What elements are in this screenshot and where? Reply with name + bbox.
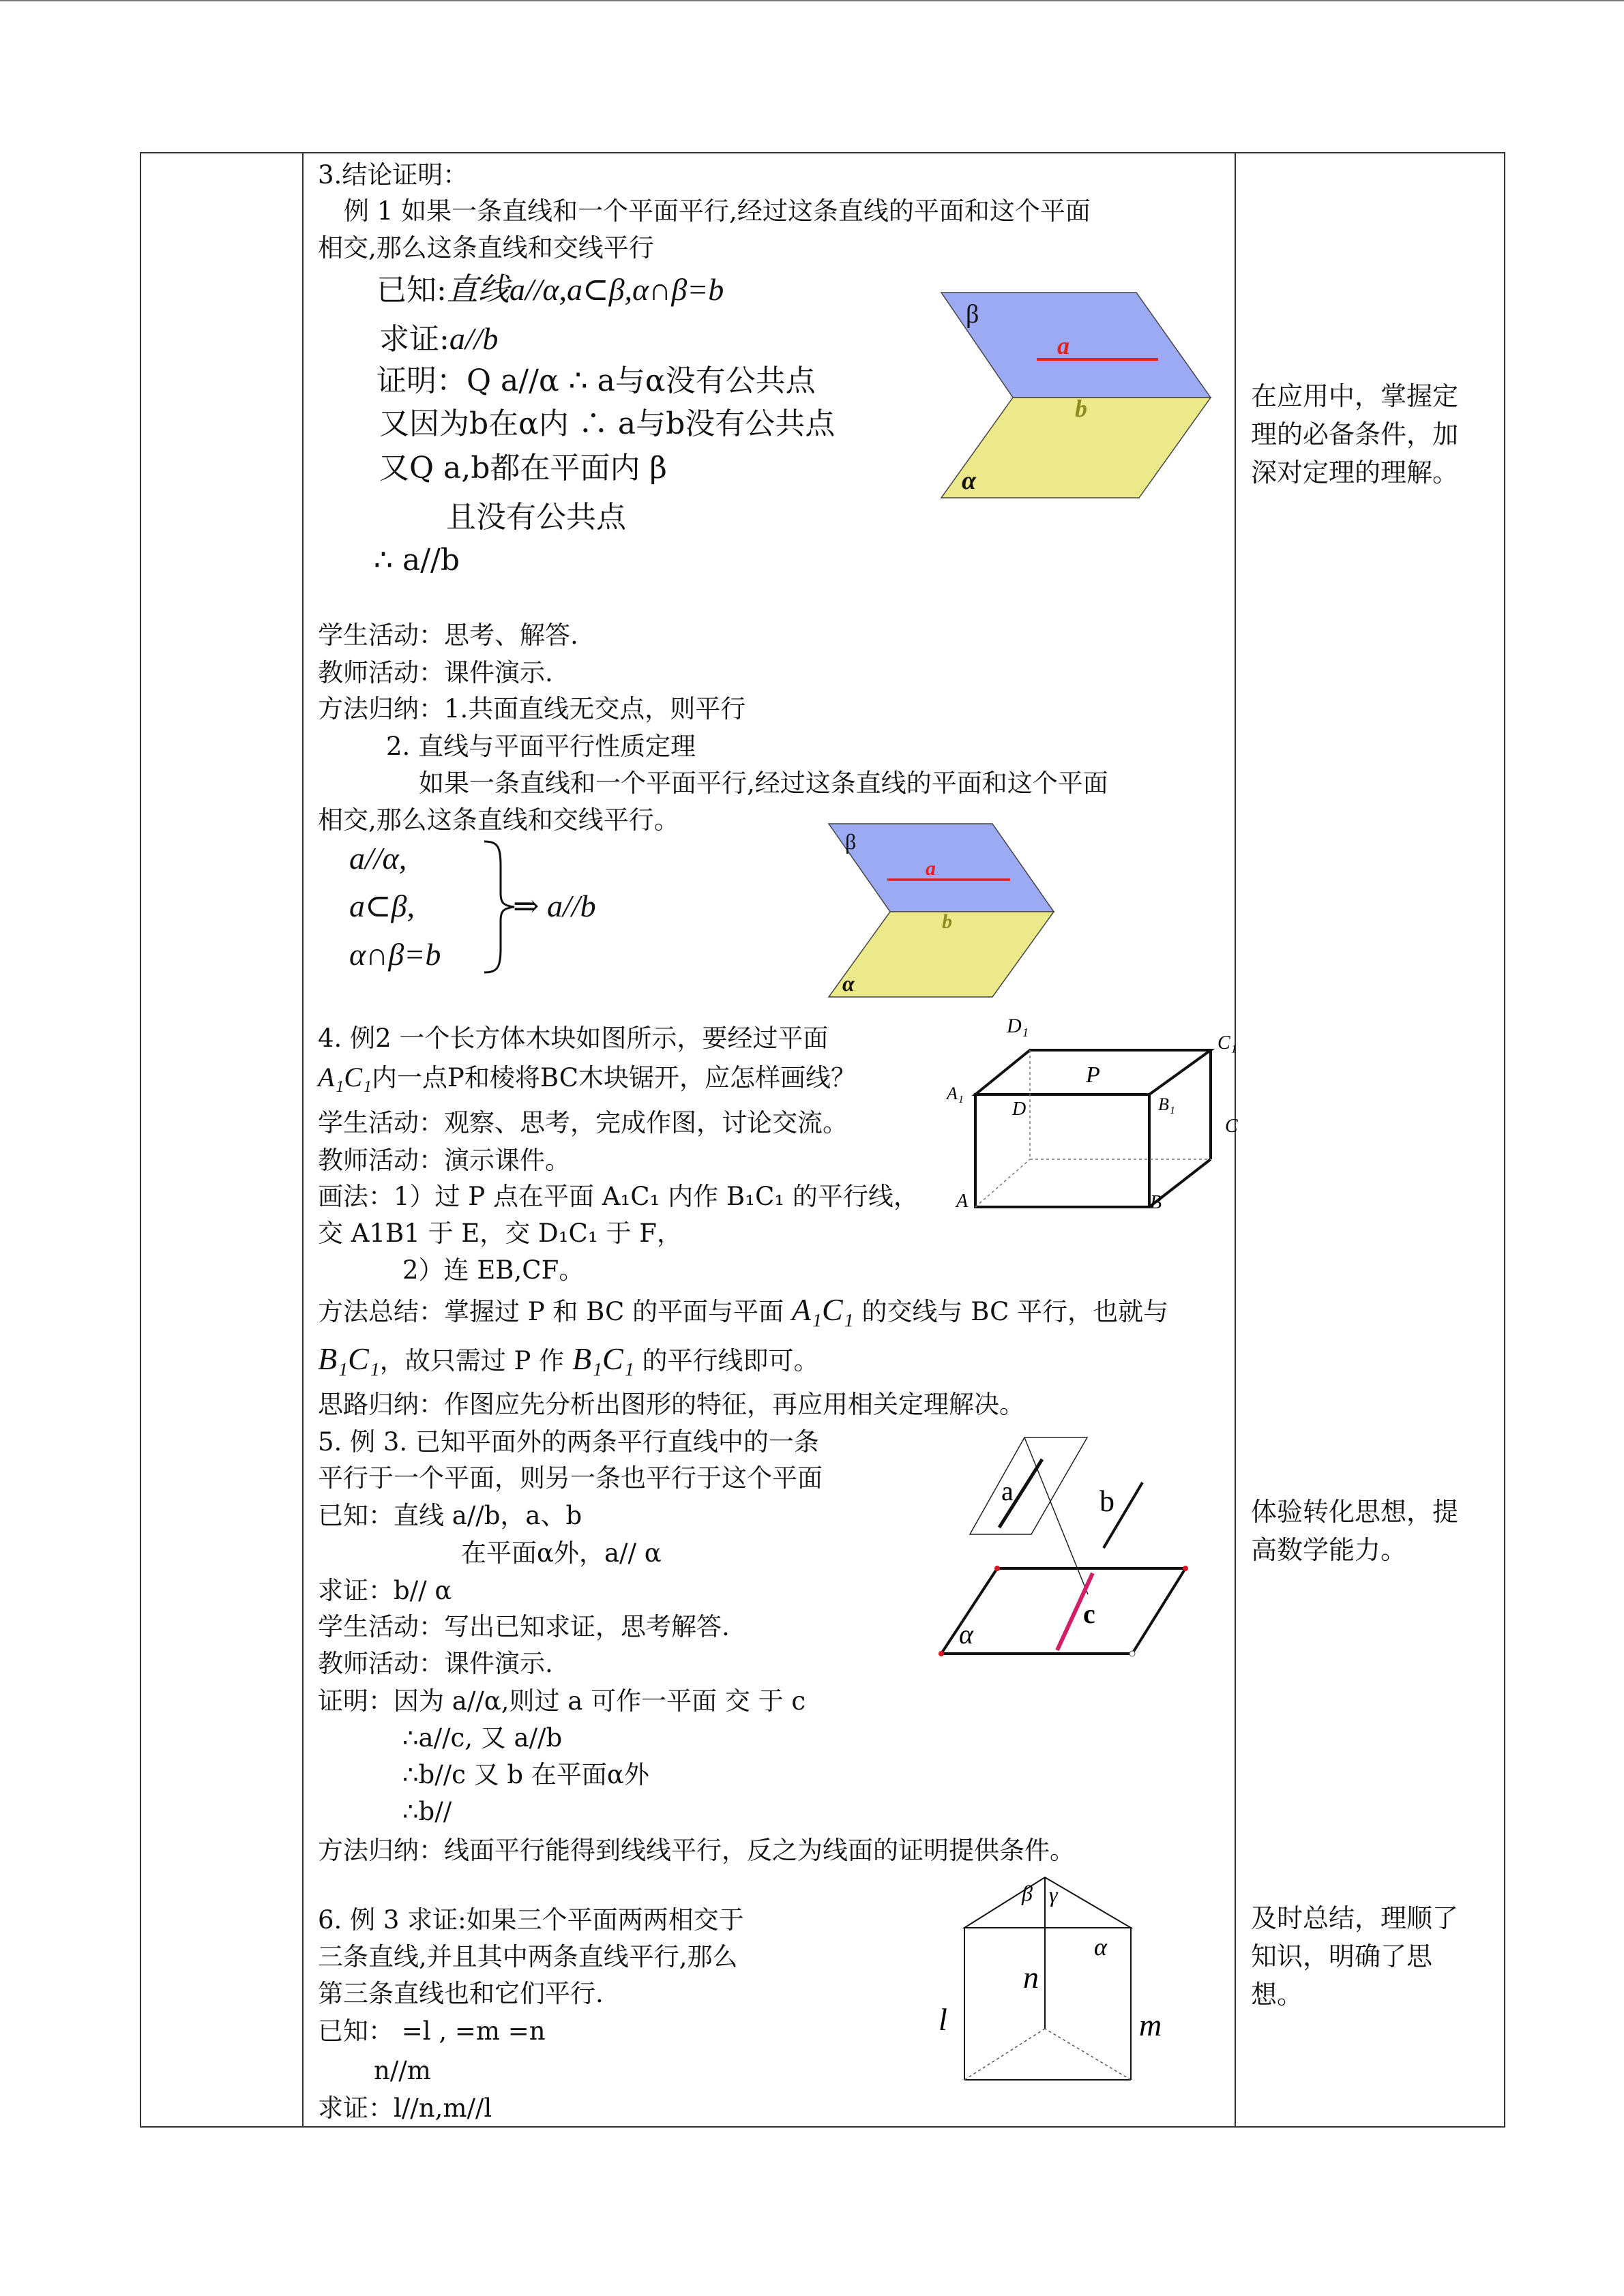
s3-prove: [379, 320, 498, 358]
s6-line2: 三条直线,并且其中两条直线平行,那么: [318, 1942, 738, 1971]
note-1: [1251, 377, 1496, 492]
note-2: [1251, 1493, 1496, 1569]
s5-prove: 求证：b// α: [318, 1576, 452, 1605]
box-label-A: A: [956, 1191, 969, 1212]
s5-method: 方法归纳：线面平行能得到线线平行，反之为线面的证明提供条件。: [318, 1836, 1075, 1865]
s3-theorem-line1: 如果一条直线和一个平面平行,经过这条直线的平面和这个平面: [419, 769, 1108, 798]
s3-brace: [483, 839, 517, 975]
page-top-border: [0, 0, 1624, 1]
s3-given-math: 直线a//α,a⊂β,α∩β=b: [446, 272, 724, 307]
s3-fig1-alpha-label: α: [962, 466, 977, 495]
s3-method-2: 2. 直线与平面平行性质定理: [386, 732, 696, 761]
note-1-line-3: 深对定理的理解。: [1251, 458, 1459, 488]
s3-given-label: 已知:: [377, 273, 447, 308]
note-2-line-1: 体验转化思想，提: [1251, 1497, 1459, 1527]
s6-fig-n-label: n: [1023, 1960, 1039, 1995]
s6-line1: 6. 例 3 求证:如果三个平面两两相交于: [318, 1905, 744, 1935]
s4-line2-text: 内一点P和棱将BC木块锯开，应怎样画线？: [371, 1063, 857, 1092]
s6-fig-beta-label: β: [1022, 1881, 1033, 1905]
s6-fig-gamma-label: γ: [1049, 1882, 1058, 1907]
s5-proof-3: ∴b//c 又 b 在平面α外: [402, 1760, 649, 1789]
s3-conclusion: ⇒ a//b: [513, 889, 596, 923]
s3-student-activity: 学生活动：思考、解答.: [318, 621, 578, 650]
s3-fig1-beta-label: β: [966, 300, 979, 329]
s5-fig-b-label: b: [1099, 1485, 1114, 1518]
s3-proof-line3: 又Q a,b都在平面内 β: [379, 451, 667, 486]
s5-planes-figure: [934, 1432, 1194, 1664]
note-3-line-2: 知识，明确了思: [1251, 1941, 1433, 1971]
s3-fig1-b-label: b: [1075, 395, 1087, 422]
s4-sum2-d: 的平行线即可。: [642, 1346, 819, 1375]
s6-fig-l-label: l: [939, 2002, 947, 2037]
s6-prism-figure: [941, 1872, 1173, 2090]
s4-student-activity: 学生活动：观察、思考，完成作图，讨论交流。: [318, 1108, 848, 1137]
s3-condition-2: a⊂β,: [349, 889, 415, 923]
s5-fig-alpha-label: α: [959, 1619, 973, 1650]
s5-proof-1: 证明：因为 a//α,则过 a 可作一平面 交 于 c: [318, 1686, 806, 1716]
note-3-line-3: 想。: [1251, 1980, 1303, 2010]
s3-method-1: 方法归纳：1.共面直线无交点，则平行: [318, 694, 746, 724]
box-label-A1: A₁: [947, 1084, 964, 1103]
s3-heading: 3.结论证明：: [318, 160, 469, 190]
s3-condition-1: a//α,: [349, 841, 407, 876]
s3-fig1-a-label: a: [1057, 332, 1069, 359]
s4-thinking-summary: 思路归纳：作图应先分析出图形的特征，再应用相关定理解决。: [318, 1390, 1024, 1419]
s3-planes-figure-1: [941, 290, 1214, 501]
s5-given-2: 在平面α外，a// α: [461, 1538, 662, 1568]
s4-line1: 4. 例2 一个长方体木块如图所示，要经过平面: [318, 1024, 829, 1053]
s3-proof-line4: 且没有公共点: [446, 500, 626, 535]
s6-given: 已知： =l , =m =n: [318, 2016, 546, 2046]
s4-line2-plane: A₁C₁: [318, 1062, 372, 1092]
s5-fig-c-label: c: [1083, 1598, 1095, 1629]
s5-given-1: 已知：直线 a//b，a、b: [318, 1501, 582, 1530]
box-label-C1: C₁: [1217, 1032, 1237, 1054]
s3-teacher-activity: 教师活动：课件演示.: [318, 658, 553, 687]
s5-proof-4: ∴b//: [402, 1797, 452, 1826]
box-label-C: C: [1225, 1116, 1238, 1137]
box-label-B: B: [1150, 1192, 1162, 1213]
s4-method-summary-1: [318, 1292, 1168, 1330]
s4-sum1-a: 方法总结：掌握过 P 和 BC 的平面与平面: [318, 1297, 784, 1326]
s5-proof-2: ∴a//c, 又 a//b: [402, 1723, 563, 1753]
s3-fig2-beta-label: β: [845, 829, 857, 854]
s3-example-line1: 例 1 如果一条直线和一个平面平行,经过这条直线的平面和这个平面: [344, 196, 1091, 226]
s3-prove-math: a//b: [449, 321, 499, 356]
s3-planes-figure-2: [829, 822, 1057, 999]
s5-student-activity: 学生活动：写出已知求证，思考解答.: [318, 1612, 730, 1641]
s4-sum2-b: ，故只需过 P 作: [379, 1346, 565, 1375]
s3-proof-line2: 又因为b在α内 ∴ a与b没有公共点: [379, 406, 836, 441]
s3-theorem-line2: 相交,那么这条直线和交线平行。: [318, 805, 679, 835]
s4-teacher-activity: 教师活动：演示课件。: [318, 1146, 570, 1175]
s4-line2: [318, 1059, 856, 1097]
box-label-B1: B₁: [1158, 1094, 1175, 1114]
s3-example-line2: 相交,那么这条直线和交线平行: [318, 233, 654, 263]
s3-fig2-b-label: b: [942, 910, 952, 933]
s3-fig2-a-label: a: [926, 857, 936, 880]
s3-fig2-alpha-label: α: [842, 971, 855, 996]
s3-proof-line1: 证明：Q a//α ∴ a与α没有公共点: [377, 363, 816, 398]
s4-method-summary-2: [318, 1341, 818, 1380]
s6-given-2: n//m: [374, 2056, 431, 2085]
s3-prove-label: 求证:: [379, 322, 449, 357]
box-label-D1: D₁: [1007, 1015, 1029, 1037]
note-1-line-1: 在应用中，掌握定: [1251, 381, 1459, 411]
s4-draw-step1: 画法：1）过 P 点在平面 A₁C₁ 内作 B₁C₁ 的平行线，: [318, 1182, 919, 1211]
note-3-line-1: 及时总结，理顺了: [1251, 1903, 1459, 1933]
s4-sum2-c: B₁C₁: [572, 1341, 634, 1376]
s3-proof-line5: ∴ a//b: [374, 543, 460, 578]
s4-sum1-c: 的交线与 BC 平行，也就与: [861, 1297, 1169, 1326]
s6-prove: 求证：l//n,m//l: [318, 2093, 492, 2123]
note-2-line-2: 高数学能力。: [1251, 1535, 1407, 1565]
s4-draw-step1b: 交 A1B1 于 E，交 D₁C₁ 于 F，: [318, 1219, 682, 1248]
column-divider-1: [302, 153, 304, 2126]
s5-teacher-activity: 教师活动：课件演示.: [318, 1649, 553, 1678]
s6-fig-m-label: m: [1139, 2008, 1162, 2042]
s4-sum1-b: A₁C₁: [791, 1292, 854, 1327]
s4-sum2-a: B₁C₁: [318, 1341, 380, 1376]
s5-line2: 平行于一个平面，则另一条也平行于这个平面: [318, 1463, 823, 1493]
s5-line1: 5. 例 3. 已知平面外的两条平行直线中的一条: [318, 1427, 819, 1457]
s6-fig-alpha-label: α: [1094, 1933, 1107, 1960]
s5-fig-a-label: a: [1001, 1476, 1014, 1506]
box-label-P: P: [1086, 1062, 1100, 1088]
note-3: [1251, 1899, 1496, 2014]
s4-draw-step2: 2）连 EB,CF。: [402, 1255, 585, 1285]
s3-condition-3: α∩β=b: [349, 937, 441, 972]
s3-given: [377, 271, 724, 309]
box-label-D: D: [1012, 1099, 1027, 1120]
note-1-line-2: 理的必备条件，加: [1251, 419, 1459, 449]
s4-cuboid-figure: [941, 1009, 1248, 1214]
s6-line3: 第三条直线也和它们平行.: [318, 1979, 604, 2008]
